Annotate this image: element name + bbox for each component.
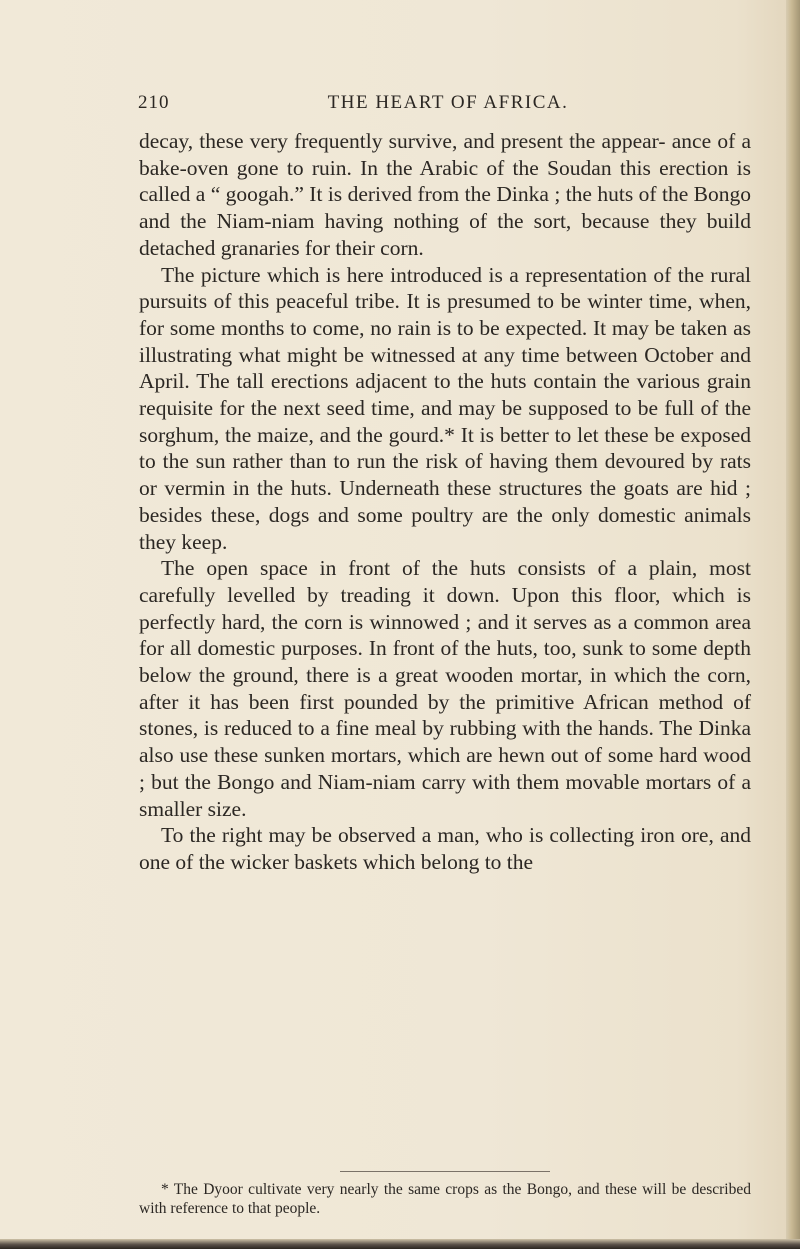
footnote: * The Dyoor cultivate very nearly the same crops as the Bongo, and these will be described with reference to that people. [139, 1181, 751, 1217]
footnote-divider [340, 1171, 550, 1172]
paragraph: The picture which is here introduced is a representation of the rural pursuits of this peaceful tribe. It is presumed to be winter time, when, for some months to come, no rain is to be expected. It may be taken as illustrating what might be witnessed at any time between October and April. The tall erections adjacent to the huts contain the various grain requisite for the next seed time, and may be supposed to be full of the sorghum, the maize, and the gourd.* It is better to let these be exposed to the sun rather than to run the risk of having them devoured by rats or vermin in the huts. Underneath these structures the goats are hid ; besides these, dogs and some poultry are the only domestic animals they keep. [139, 262, 751, 554]
running-title: THE HEART OF AFRICA. [327, 92, 569, 113]
paragraph: decay, these very frequently survive, and present the appear- ance of a bake-oven gone to ruin. In the Arabic of the Soudan this erection is called a “ googah.” It is derived from the Dinka ; the huts of the Bongo and the Niam-niam having nothing of the sort, because they build detached granaries for their corn. [139, 129, 751, 260]
body-text [139, 128, 751, 876]
page-edge-right [786, 0, 800, 1249]
page-number: 210 [138, 92, 170, 113]
page-edge-bottom [0, 1239, 800, 1249]
paragraph: The open space in front of the huts consists of a plain, most carefully levelled by treading it down. Upon this floor, which is perfectly hard, the corn is winnowed ; and it serves as a common area for all domestic purposes. In front of the huts, too, sunk to some depth below the ground, there is a great wooden mortar, in which the corn, after it has been first pounded by the primitive African method of stones, is reduced to a fine meal by rubbing with the hands. The Dinka also use these sunken mortars, which are hewn out of some hard wood ; but the Bongo and Niam-niam carry with them movable mortars of a smaller size. [139, 556, 751, 821]
paragraph: To the right may be observed a man, who is collecting iron ore, and one of the wicker baskets which belong to the [139, 823, 751, 874]
page-header [138, 92, 758, 122]
